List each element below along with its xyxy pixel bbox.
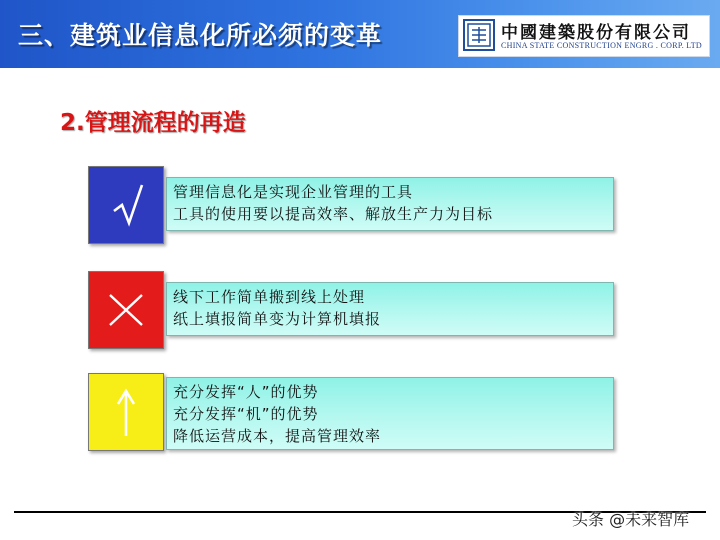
- item-1-line-2: 工具的使用要以提高效率、解放生产力为目标: [173, 205, 494, 223]
- list-item-1: [166, 177, 614, 231]
- company-logo: [458, 15, 710, 57]
- item-3-line-3: 降低运营成本，提高管理效率: [173, 427, 382, 445]
- item-3-line-1: 充分发挥“人”的优势: [173, 383, 319, 401]
- check-mark-icon: [88, 166, 164, 244]
- page-title: 三、建筑业信息化所必须的变革: [18, 21, 383, 50]
- logo-chinese-name: 中國建築股份有限公司: [501, 23, 691, 43]
- header-bar: [0, 0, 720, 68]
- section-title: 2.管理流程的再造: [60, 110, 246, 136]
- item-3-line-2: 充分发挥“机”的优势: [173, 405, 319, 423]
- x-mark-icon: [88, 271, 164, 349]
- list-item-2: [166, 282, 614, 336]
- watermark: 头条 @未来智库: [572, 510, 690, 529]
- company-emblem-icon: [463, 19, 495, 51]
- item-2-line-1: 线下工作简单搬到线上处理: [173, 288, 366, 306]
- item-2-line-2: 纸上填报简单变为计算机填报: [173, 310, 382, 328]
- up-arrow-icon: [88, 373, 164, 451]
- list-item-3: [166, 377, 614, 450]
- logo-english-name: CHINA STATE CONSTRUCTION ENGRG . CORP. LTD: [501, 41, 703, 50]
- item-1-line-1: 管理信息化是实现企业管理的工具: [173, 183, 414, 201]
